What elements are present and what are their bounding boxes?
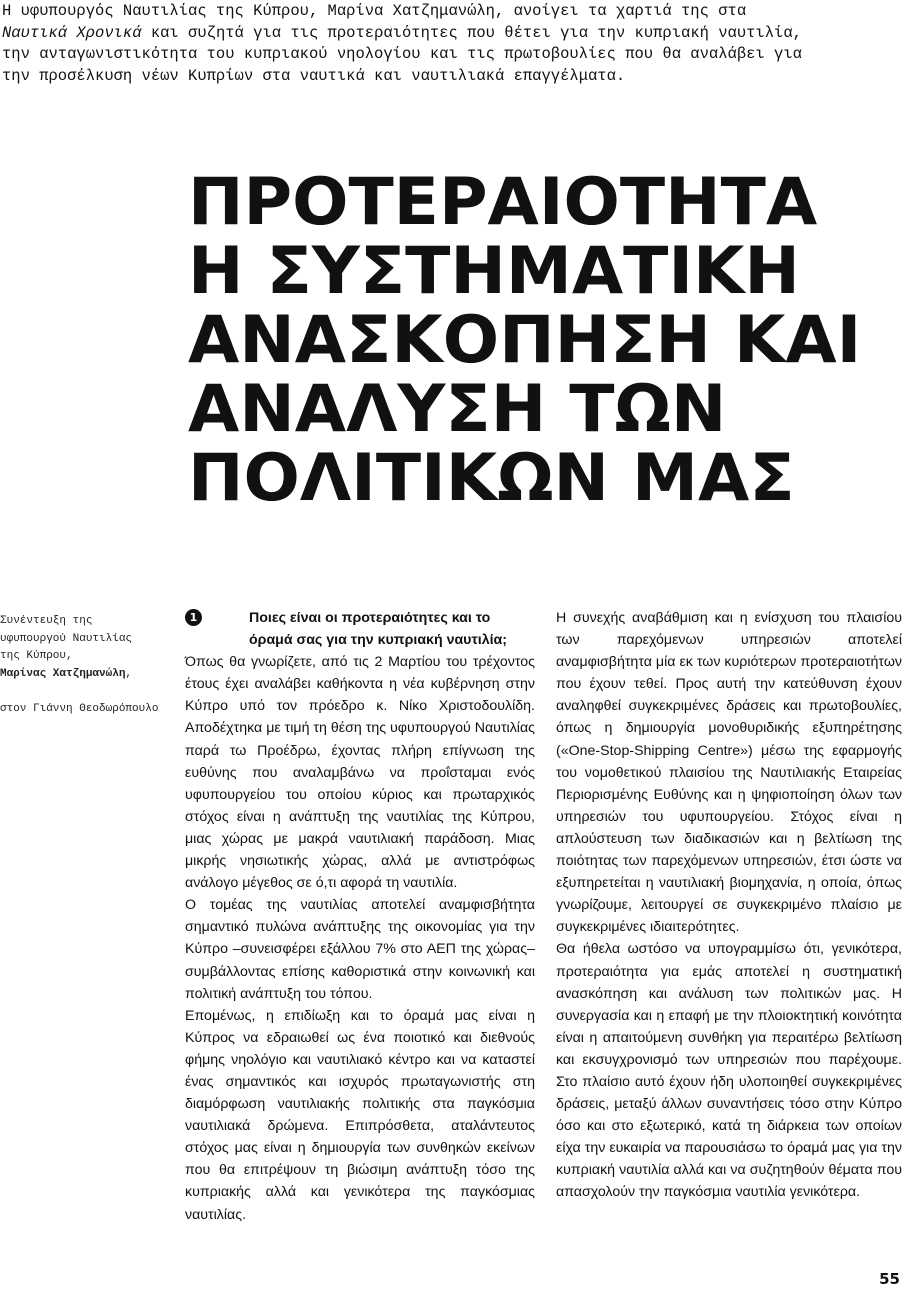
intro-text (2, 1, 898, 87)
intro-line-rest: και συζητά για τις προτεραιότητες που θέτει για την κυπριακή ναυτιλία, (141, 23, 802, 42)
article-column-2 (556, 607, 902, 1204)
intro-line: Η υφυπουργός Ναυτιλίας της Κύπρου, Μαρίνα Χατζημανώλη, ανοίγει τα χαρτιά της στα (2, 2, 747, 20)
byline-spacer (0, 683, 170, 701)
headline-line: ΠΟΛΙΤΙΚΩΝ ΜΑΣ (188, 441, 795, 516)
question-text: Ποιες είναι οι προτεραιότητες και το όραμά σας για την κυπριακή ναυτιλία; (249, 610, 507, 649)
headline-line: ΠΡΟΤΕΡΑΙΟΤΗΤΑ (188, 165, 818, 240)
name-suffix: , (125, 667, 133, 680)
paragraph: Ο τομέας της ναυτιλίας αποτελεί αναμφισβήτητα σημαντικό πυλώνα ανάπτυξης της οικονομίας για την Κύπρο –συνεισφέρει εξάλλου 7% στο ΑΕΠ της χώρας– συμβάλλοντας επίσης καθοριστικά στην κοινωνική και πολιτική ανάπτυξη του τόπου. (185, 897, 535, 1002)
intro-line: την προσέλκυση νέων Κυπρίων στα ναυτικά και ναυτιλιακά επαγγέλματα. (2, 66, 626, 85)
magazine-name: Ναυτικά Χρονικά (2, 23, 142, 42)
article-column-1 (185, 607, 535, 1226)
question-number-badge: 1 (185, 609, 202, 626)
byline-interviewee (0, 666, 170, 684)
paragraph: Όπως θα γνωρίζετε, από τις 2 Μαρτίου του τρέχοντος έτους έχει αναλάβει καθήκοντα η νέα κυβέρνηση στην Κύπρο υπό τον πρόεδρο κ. Νίκο Χριστοδουλίδη. Αποδέχτηκα με τιμή τη θέση της υφυπουργού Ναυτιλίας παρά τω Προέδρω, έχοντας πλήρη επίγνωση της ευθύνης που αναλαμβάνω να προΐσταμαι ενός υφυπουργείου του οποίου κύριος και πρωταρχικός στόχος είναι η ανάπτυξη της ναυτιλίας της Κύπρου, μιας χώρας με μακρά ναυτιλιακή παράδοση. Μιας μικρής νησιωτικής χώρας, αλλά με αντιστρόφως ανάλογο μέγεθος σε ό,τι αφορά τη ναυτιλία. (185, 654, 535, 892)
interviewee-name: Μαρίνας Χατζημανώλη (0, 667, 126, 680)
headline-line: Η ΣΥΣΤΗΜΑΤΙΚΗ (188, 234, 800, 309)
question (185, 607, 535, 651)
byline (0, 613, 170, 718)
headline (188, 165, 902, 516)
page-number: 55 (879, 1270, 900, 1288)
paragraph: Θα ήθελα ωστόσο να υπογραμμίσω ότι, γενικότερα, προτεραιότητα για εμάς αποτελεί η συστηματική ανασκόπηση και ανάλυση των πολιτικών μας. Η συνεργασία και η επαφή με την πλοιοκτητική κοινότητα είναι η απαιτούμενη συνθήκη για περαιτέρω βελτίωση και εκσυγχρονισμό των υπηρεσιών που παρέχουμε. Στο πλαίσιο αυτό έχουν ήδη υλοποιηθεί συγκεκριμένες δράσεις, μεταξύ άλλων συναντήσεις τόσο στην Κύπρο όσο και στο εξωτερικό, κατά τη διάρκεια των οποίων είχα την ευκαιρία να παρουσιάσω το όραμά μας για την κυπριακή ναυτιλία αλλά και να συζητηθούν θέματα που απασχολούν την παγκόσμια ναυτιλία γενικότερα. (556, 941, 902, 1201)
headline-line: ΑΝΑΛΥΣΗ ΤΩΝ (188, 372, 727, 447)
byline-line: της Κύπρου, (0, 650, 73, 662)
headline-line: ΑΝΑΣΚΟΠΗΣΗ ΚΑΙ (188, 303, 862, 378)
intro-line: την ανταγωνιστικότητα του κυπριακού νηολογίου και τις πρωτοβουλίες που θα αναλάβει για (2, 45, 802, 63)
paragraph: Επομένως, η επιδίωξη και το όραμά μας είναι η Κύπρος να εδραιωθεί ως ένα ποιοτικό και διεθνούς φήμης νηολόγιο και ναυτιλιακό κέντρο και να καταστεί ένας σημαντικός και ισχυρός πρωταγωνιστής στη διαμόρφωση ναυτιλιακής πολιτικής στα παγκόσμια ναυτιλιακά δρώμενα. Επιπρόσθετα, αταλάντευτος στόχος μας είναι η δημιουργία των συνθηκών εκείνων που θα επιτρέψουν τη βιώσιμη ανάπτυξη τόσο της κυπριακής αλλά και γενικότερα της παγκόσμιας ναυτιλίας. (185, 1007, 535, 1223)
byline-interviewer: στον Γιάννη Θεοδωρόπουλο (0, 702, 159, 715)
paragraph: Η συνεχής αναβάθμιση και η ενίσχυση του πλαισίου των παρεχόμενων υπηρεσιών αποτελεί αναμφισβήτητα μία εκ των κυριότερων προτεραιοτήτων που έχουν τεθεί. Προς αυτή την κατεύθυνση έχουν αναληφθεί συγκεκριμένες δράσεις και πρωτοβουλίες, όπως η δημιουργία μονοθυριδικής εξυπηρέτησης («One-Stop-Shipping Centre») μέσω της εφαρμογής του νομοθετικού πλαισίου της Ναυτιλιακής Εταιρείας Περιορισμένης Ευθύνης και η ψηφιοποίηση όλων των υπηρεσιών του υφυπουργείου. Στόχος είναι η απλούστευση των διαδικασιών και η βελτίωση της ποιότητας των παρεχόμενων υπηρεσιών, έτσι ώστε να εξυπηρετείται η ναυτιλιακή βιομηχανία, η οποία, όπως γνωρίζουμε, λειτουργεί σε συγκεκριμένο πλαίσιο με συγκεκριμένες ιδιαιτερότητες. (556, 610, 902, 936)
byline-line: Συνέντευξη της (0, 615, 93, 627)
intro-line (2, 23, 898, 45)
byline-line: υφυπουργού Ναυτιλίας (0, 632, 133, 645)
